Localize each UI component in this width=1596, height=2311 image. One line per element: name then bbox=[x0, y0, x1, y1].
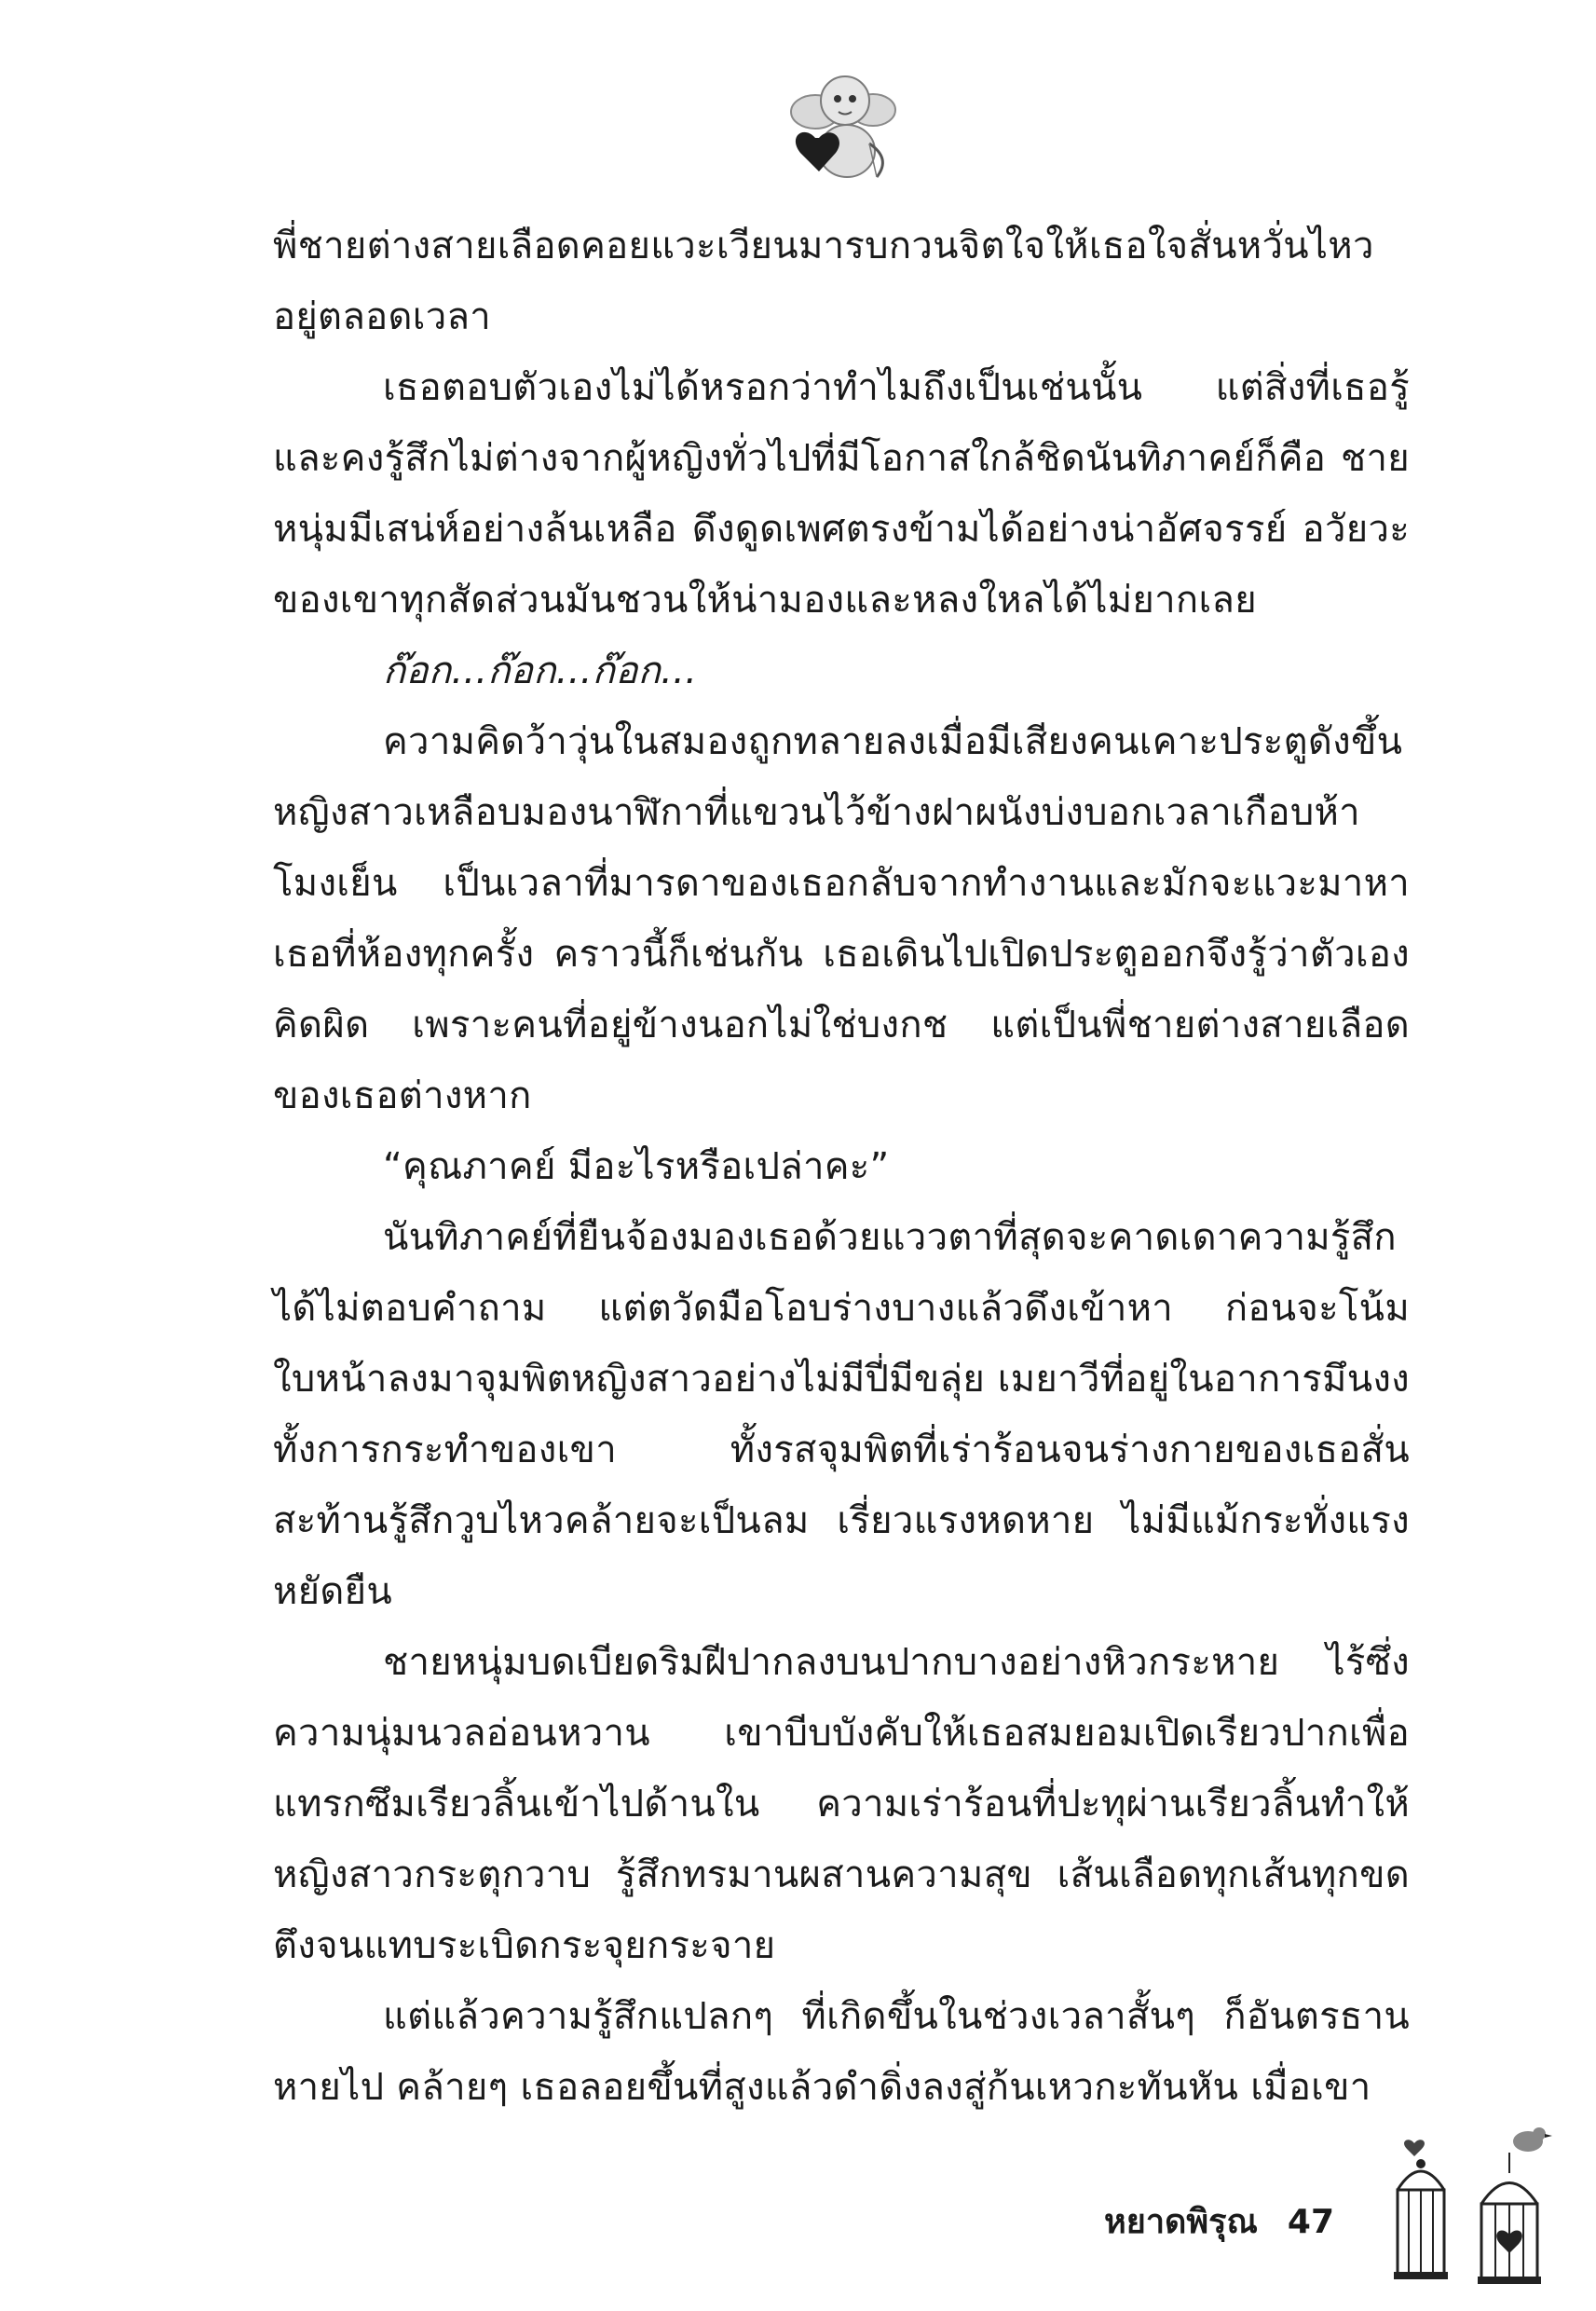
book-title: หยาดพิรุณ bbox=[1104, 2203, 1258, 2241]
page-number: 47 bbox=[1287, 2203, 1334, 2241]
paragraph-8: แต่แล้วความรู้สึกแปลกๆ ที่เกิดขึ้นในช่วงเวลาสั้นๆ ก็อันตรธานหายไป คล้ายๆ เธอลอยขึ้นที่สูงแล้วดำดิ่งลงสู่ก้นเหวกะทันหัน เมื่อเขา bbox=[273, 1995, 1410, 2109]
paragraph-7: ชายหนุ่มบดเบียดริมฝีปากลงบนปากบางอย่างหิวกระหาย ไร้ซึ่งความนุ่มนวลอ่อนหวาน เขาบีบบังคับให้เธอสมยอมเปิดเรียวปากเพื่อแทรกซึมเรียวลิ้นเข้าไปด้านใน ความเร่าร้อนที่ปะทุผ่านเรียวลิ้นทำให้หญิงสาวกระตุกวาบ รู้สึกทรมานผสานความสุข เส้นเลือดทุกเส้นทุกขดตึงจนแทบระเบิดกระจุยกระจาย bbox=[273, 1641, 1410, 1967]
paragraph-2: เธอตอบตัวเองไม่ได้หรอกว่าทำไมถึงเป็นเช่นนั้น แต่สิ่งที่เธอรู้และคงรู้สึกไม่ต่างจากผู้หญิงทั่วไปที่มีโอกาสใกล้ชิดนันทิภาคย์ก็คือ ชายหนุ่มมีเสน่ห์อย่างล้นเหลือ ดึงดูดเพศตรงข้ามได้อย่างน่าอัศจรรย์ อวัยวะของเขาทุกสัดส่วนมันชวนให้น่ามองและหลงใหลได้ไม่ยากเลย bbox=[273, 366, 1410, 622]
paragraph-4: ความคิดว้าวุ่นในสมองถูกทลายลงเมื่อมีเสียงคนเคาะประตูดังขึ้น หญิงสาวเหลือบมองนาฬิกาที่แขวนไว้ข้างฝาผนังบ่งบอกเวลาเกือบห้าโมงเย็น เป็นเวลาที่มารดาของเธอกลับจากทำงานและมักจะแวะมาหาเธอที่ห้องทุกครั้ง คราวนี้ก็เช่นกัน เธอเดินไปเปิดประตูออกจึงรู้ว่าตัวเองคิดผิด เพราะคนที่อยู่ข้างนอกไม่ใช่บงกช แต่เป็นพี่ชายต่างสายเลือดของเธอต่างหาก bbox=[273, 720, 1410, 1117]
page-footer bbox=[1104, 2195, 1334, 2248]
body-text bbox=[273, 211, 1410, 2123]
cupid-holding-heart-icon bbox=[787, 65, 899, 186]
paragraph-dialogue: “คุณภาคย์ มีอะไรหรือเปล่าคะ” bbox=[383, 1145, 890, 1188]
paragraph-6: นันทิภาคย์ที่ยืนจ้องมองเธอด้วยแววตาที่สุดจะคาดเดาความรู้สึกได้ไม่ตอบคำถาม แต่ตวัดมือโอบร่างบางแล้วดึงเข้าหา ก่อนจะโน้มใบหน้าลงมาจุมพิตหญิงสาวอย่างไม่มีปี่มีขลุ่ย เมยาวีที่อยู่ในอาการมึนงงทั้งการกระทำของเขา ทั้งรสจุมพิตที่เร่าร้อนจนร่างกายของเธอสั่นสะท้านรู้สึกวูบไหวคล้ายจะเป็นลม เรี่ยวแรงหดหาย ไม่มีแม้กระทั่งแรงหยัดยืน bbox=[273, 1216, 1410, 1613]
birdcage-birds-icon bbox=[1379, 2115, 1556, 2292]
paragraph-1: พี่ชายต่างสายเลือดคอยแวะเวียนมารบกวนจิตใจให้เธอใจสั่นหวั่นไหวอยู่ตลอดเวลา bbox=[273, 225, 1374, 338]
paragraph-knocking: ก๊อก...ก๊อก...ก๊อก... bbox=[383, 650, 698, 692]
